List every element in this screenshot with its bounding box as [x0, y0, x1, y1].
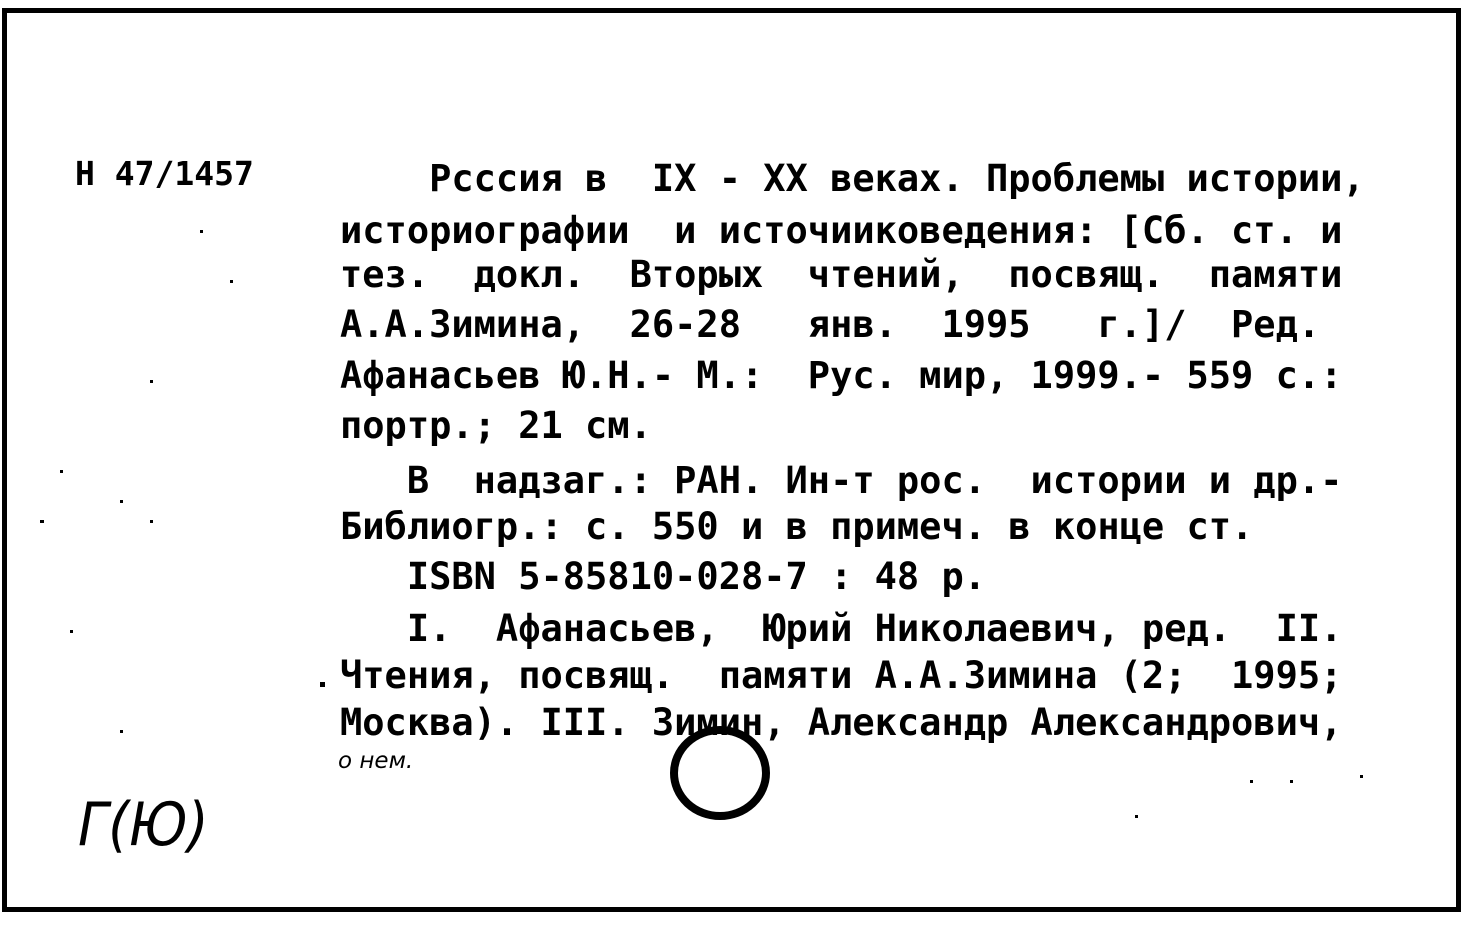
card-line-3: тез. докл. Вторых чтений, посвящ. памяти [340, 253, 1343, 296]
card-line-12: Москва). III. Зимин, Александр Александрович, [340, 701, 1343, 744]
card-line-2: историографии и источииковедения: [Сб. ст. и [340, 209, 1343, 252]
card-line-10: I. Афанасьев, Юрий Николаевич, ред. II. [340, 607, 1343, 650]
card-line-11: Чтения, посвящ. памяти А.А.Зимина (2; 1995; [340, 654, 1343, 697]
card-line-6: портр.; 21 см. [340, 404, 652, 447]
handwritten-mark: Г(Ю) [78, 790, 209, 860]
card-line-4: А.А.Зимина, 26-28 янв. 1995 г.]/ Ред. [340, 303, 1321, 346]
call-number: Н 47/1457 [75, 154, 254, 193]
hole-punch-circle [674, 730, 766, 816]
card-line-8: Библиогр.: с. 550 и в примеч. в конце ст. [340, 505, 1254, 548]
card-line-1: Рсссия в IX - XX веках. Проблемы истории, [340, 157, 1365, 200]
card-line-9: ISBN 5-85810-028-7 : 48 р. [340, 555, 987, 598]
card-line-5: Афанасьев Ю.Н.- М.: Рус. мир, 1999.- 559 с.: [340, 354, 1343, 397]
card-line-7: В надзаг.: РАН. Ин-т рос. истории и др.- [340, 459, 1343, 502]
handwritten-note: о нем. [338, 748, 414, 774]
